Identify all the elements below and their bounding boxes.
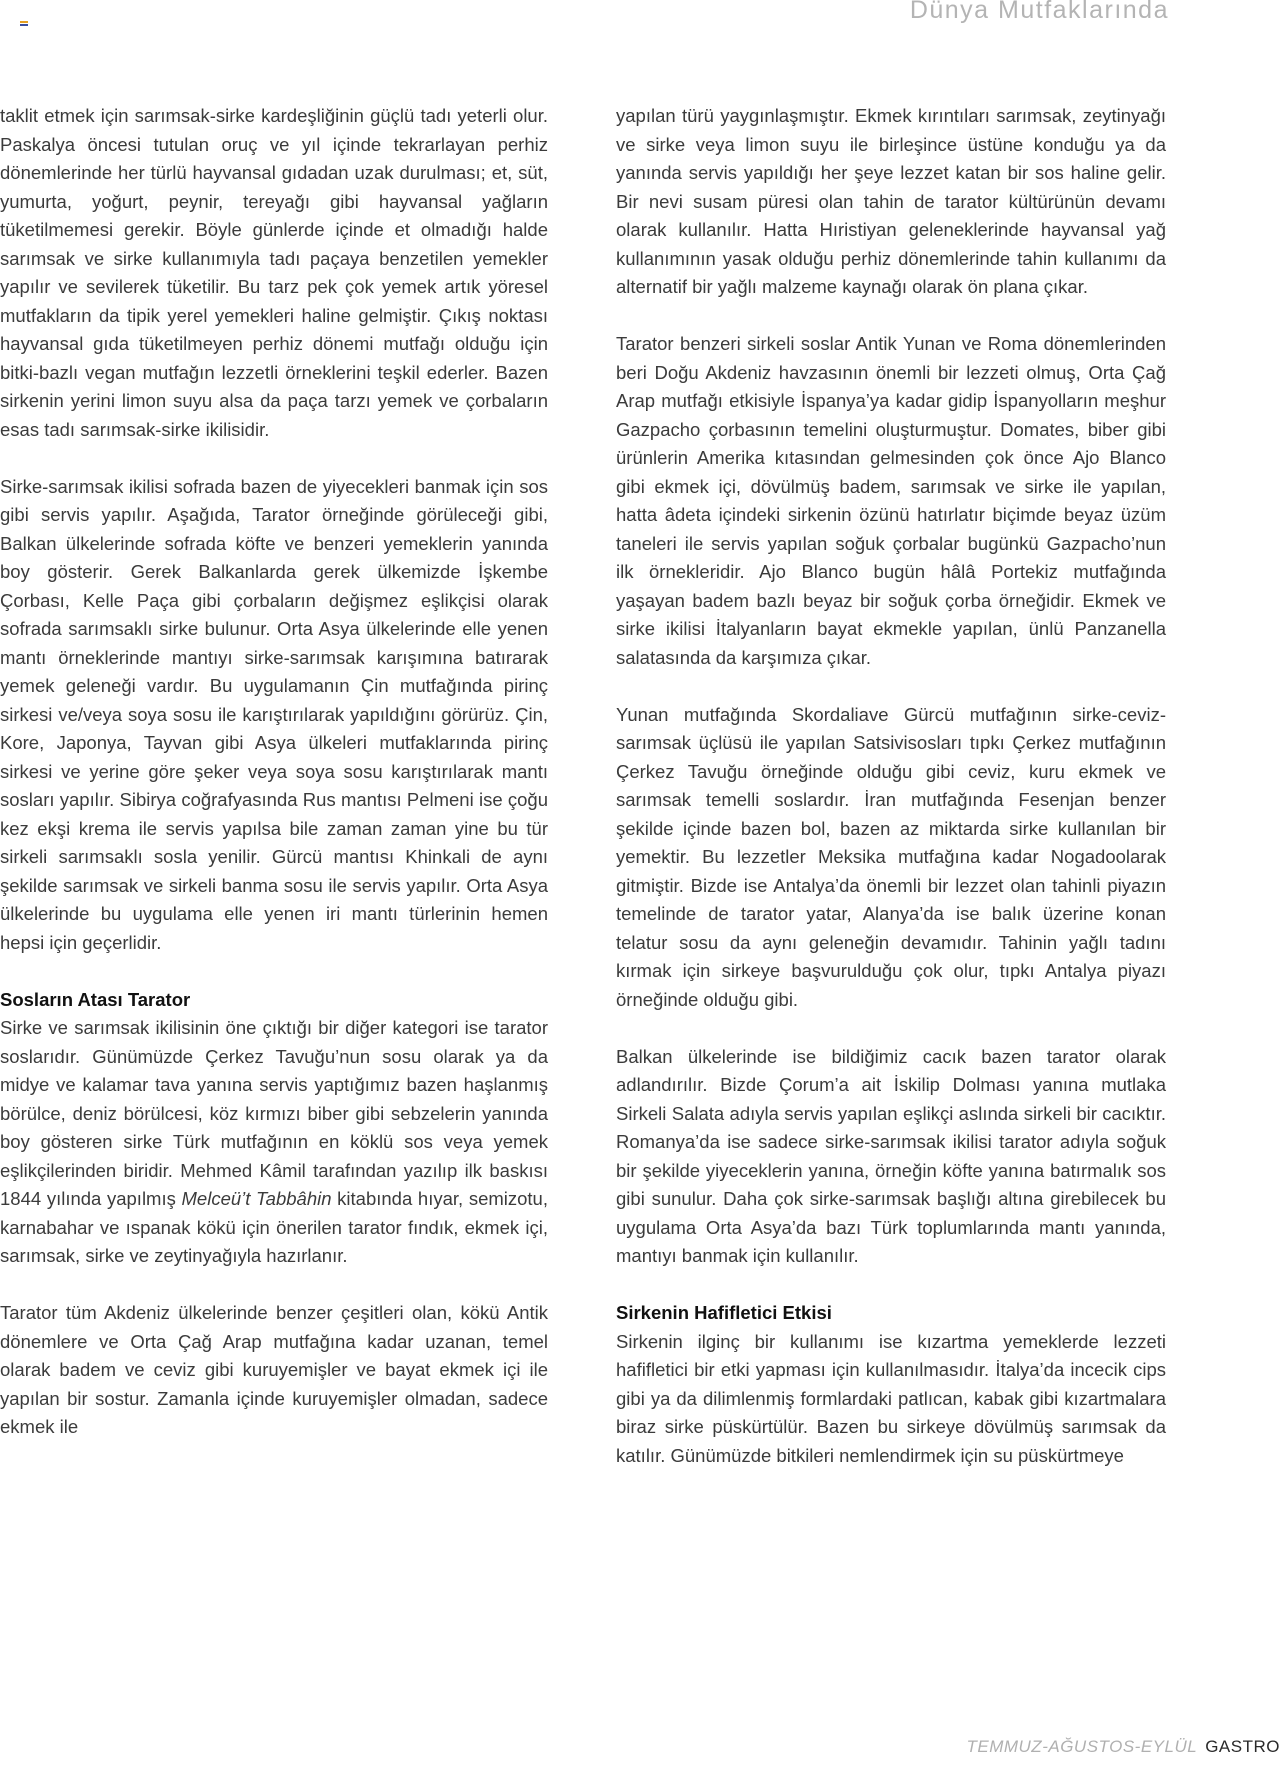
book-title: Melceü’t Tabbâhin bbox=[181, 1188, 332, 1209]
paragraph: Yunan mutfağında Skordaliave Gürcü mutfağının sirke-ceviz-sarımsak üçlüsü ile yapılan Satsivisosları tıpkı Çerkez mutfağının Çerkez Tavuğu örneğinde olduğu gibi ceviz, kuru ekmek ve sarımsak temelli soslardır. İran mutfağında Fesenjan benzer şekilde içinde bazen bol, bazen az miktarda sirke kullanılan bir yemektir. Bu lezzetler Meksika mutfağına kadar Nogadoolarak gitmiştir. Bizde ise Antalya’da önemli bir lezzet olan tahinli piyazın temelinde de tarator yatar, Alanya’da ise balık üzerine konan telatur sosu da aynı geleneğin devamıdır. Tahinin yağlı tadını kırmak için sirkeye başvurulduğu çok olur, tıpkı Antalya piyazı örneğinde olduğu gibi. bbox=[616, 703, 1166, 1010]
section-title: Dünya Mutfaklarında bbox=[909, 0, 1169, 24]
menu-icon[interactable] bbox=[20, 21, 28, 27]
paragraph: Tarator tüm Akdeniz ülkelerinde benzer çeşitleri olan, kökü Antik dönemlere ve Orta Çağ Arap mutfağına kadar uzanan, temel olarak badem ve ceviz gibi kuruyemişler ve bayat ekmek içi ile yapılan bir sostur. Zamanla içinde kuruyemişler olmadan, sadece ekmek ile bbox=[0, 1302, 548, 1437]
paragraph: taklit etmek için sarımsak-sirke kardeşliğinin güçlü tadı yeterli olur. Paskalya öncesi tutulan oruç ve yıl içinde tekrarlayan perhiz dönemlerinde her türlü hayvansal gıdadan uzak durulması; et, süt, yumurta, yoğurt, peynir, tereyağı gibi hayvansal yağların tüketilmemesi gerekir. Böyle günlerde içinde et olmadığı halde sarımsak ve sirke kullanımıyla tadı paçaya benzetilen yemekler yapılır ve sevilerek tüketilir. Bu tarz pek çok yemek artık yöresel mutfakların da tipik yerel yemekleri haline gelmiştir. Çıkış noktası hayvansal gıda tüketilmeyen perhiz dönemi mutfağı olduğu için bitki-bazlı vegan mutfağın lezzetli örneklerini teşkil ederler. Bazen sirkenin yerini limon suyu alsa da paça tarzı yemek ve çorbaların esas tadı sarımsak-sirke ikilisidir. bbox=[0, 105, 548, 440]
right-column bbox=[616, 102, 1166, 1499]
paragraph: Sirke-sarımsak ikilisi sofrada bazen de yiyecekleri banmak için sos gibi servis yapılır. Aşağıda, Tarator örneğinde görüleceği gibi, Balkan ülkelerinde sofrada köfte ve benzeri yemeklerin yanında boy gösterir. Gerek Balkanlarda gerek ülkemizde İşkembe Çorbası, Kelle Paça gibi çorbaların değişmez eşlikçisi olarak sofrada sarımsaklı sirke bulunur. Orta Asya ülkelerinde elle yenen mantı örneklerinde mantıyı sirke-sarımsak karışımına batırarak yemek geleneği vardır. Bu uygulamanın Çin mutfağında pirinç sirkesi ve/veya soya sosu ile karıştırılarak yapıldığını görürüz. Çin, Kore, Japonya, Tayvan gibi Asya ülkeleri mutfaklarında pirinç sirkesi ve yerine göre şeker veya soya sosu karıştırılarak mantı sosları yapılır. Sibirya coğrafyasında Rus mantısı Pelmeni ise çoğu kez ekşi krema ile servis yapılsa bile zaman zaman yine bu tür sirkeli sarımsaklı sosla yenilir. Gürcü mantısı Khinkali de aynı şekilde sarımsak ve sirkeli banma sosu ile servis yapılır. Orta Asya ülkelerinde bu uygulama elle yenen iri mantı türlerinin hemen hepsi için geçerlidir. bbox=[0, 475, 548, 953]
issue-label: TEMMUZ-AĞUSTOS-EYLÜL bbox=[966, 1737, 1198, 1756]
page-footer bbox=[966, 1737, 1280, 1765]
paragraph: Sirke ve sarımsak ikilisinin öne çıktığı bir diğer kategori ise tarator soslarıdır. Günümüzde Çerkez Tavuğu’nun sosu olarak ya da midye ve kalamar tava yanına servis yaptığımız bazen haşlanmış börülce, deniz börülcesi, köz kırmızı biber gibi sebzelerin yanında boy gösteren sirke Türk mutfağının en köklü sos veya yemek eşlikçilerinden biridir. Mehmed Kâmil tarafından yazılıp ilk baskısı 1844 yılında yapılmış Melceü’t Tabbâhin kitabında hıyar, semizotu, karnabahar ve ıspanak kökü için önerilen tarator fındık, ekmek içi, sarımsak, sirke ve zeytinyağıyla hazırlanır. bbox=[0, 1017, 548, 1266]
paragraph: Sirkenin ilginç bir kullanımı ise kızartma yemeklerde lezzeti hafifletici bir etki yapması için kullanılmasıdır. İtalya’da incecik cips gibi ya da dilimlenmiş formlardaki patlıcan, kabak gibi kızartmalara biraz sirke püskürtülür. Bazen bu sirkeye dövülmüş sarımsak da katılır. Günümüzde bitkileri nemlendirmek için su püskürtmeye bbox=[616, 1330, 1166, 1466]
paragraph: Balkan ülkelerinde ise bildiğimiz cacık bazen tarator olarak adlandırılır. Bizde Çorum’a ait İskilip Dolması yanına mutlaka Sirkeli Salata adıyla servis yapılan eşlikçi aslında sirkeli bir cacıktır. Romanya’da ise sadece sirke-sarımsak ikilisi tarator adıyla soğuk bir şekilde yiyeceklerin yanına, örneğin köfte yanına batırmalık sos gibi sunulur. Daha çok sirke-sarımsak başlığı altına girebilecek bu uygulama Orta Asya’da bazı Türk toplumlarında mantı yanında, mantıyı banmak için kullanılır. bbox=[616, 1045, 1166, 1266]
paragraph: yapılan türü yaygınlaşmıştır. Ekmek kırıntıları sarımsak, zeytinyağı ve sirke veya limon suyu ile birleşince üstüne konduğu ya da yanında servis yapıldığı her şeye lezzet katan bir sos haline gelir. Bir nevi susam püresi olan tahin de tarator kültürünün devamı olarak kullanılır. Hatta Hıristiyan geleneklerinde hayvansal yağ kullanımının yasak olduğu perhiz dönemlerinde tahin kullanımı da alternatif bir yağlı malzeme kaynağı olarak ön plana çıkar. bbox=[616, 105, 1166, 297]
magazine-name: GASTRO bbox=[1205, 1737, 1280, 1756]
paragraph: Tarator benzeri sirkeli soslar Antik Yunan ve Roma dönemlerinden beri Doğu Akdeniz havzasının önemli bir lezzeti olmuş, Orta Çağ Arap mutfağı etkisiyle İspanya’ya kadar gidip İspanyolların meşhur Gazpacho çorbasının temelini oluşturmuştur. Domates, biber gibi ürünlerin Amerika kıtasından gelmesinden çok önce Ajo Blanco gibi ekmek içi, dövülmüş badem, sarımsak ve sirke ile yapılan, hatta âdeta içindeki sirkenin özünü hatırlatır biçimde beyaz üzüm taneleri ile servis yapılan soğuk çorbalar bugünkü Gazpacho’nun ilk örnekleridir. Ajo Blanco bugün hâlâ Portekiz mutfağında yaşayan badem bazlı beyaz bir soğuk çorba örneğidir. Ekmek ve sirke ikilisi İtalyanların bayat ekmekle yapılan, ünlü Panzanella salatasında da karşımıza çıkar. bbox=[616, 333, 1166, 668]
section-heading: Sirkenin Hafifletici Etkisi bbox=[616, 1302, 832, 1323]
section-heading: Sosların Atası Tarator bbox=[0, 988, 191, 1010]
left-column bbox=[0, 102, 548, 1470]
